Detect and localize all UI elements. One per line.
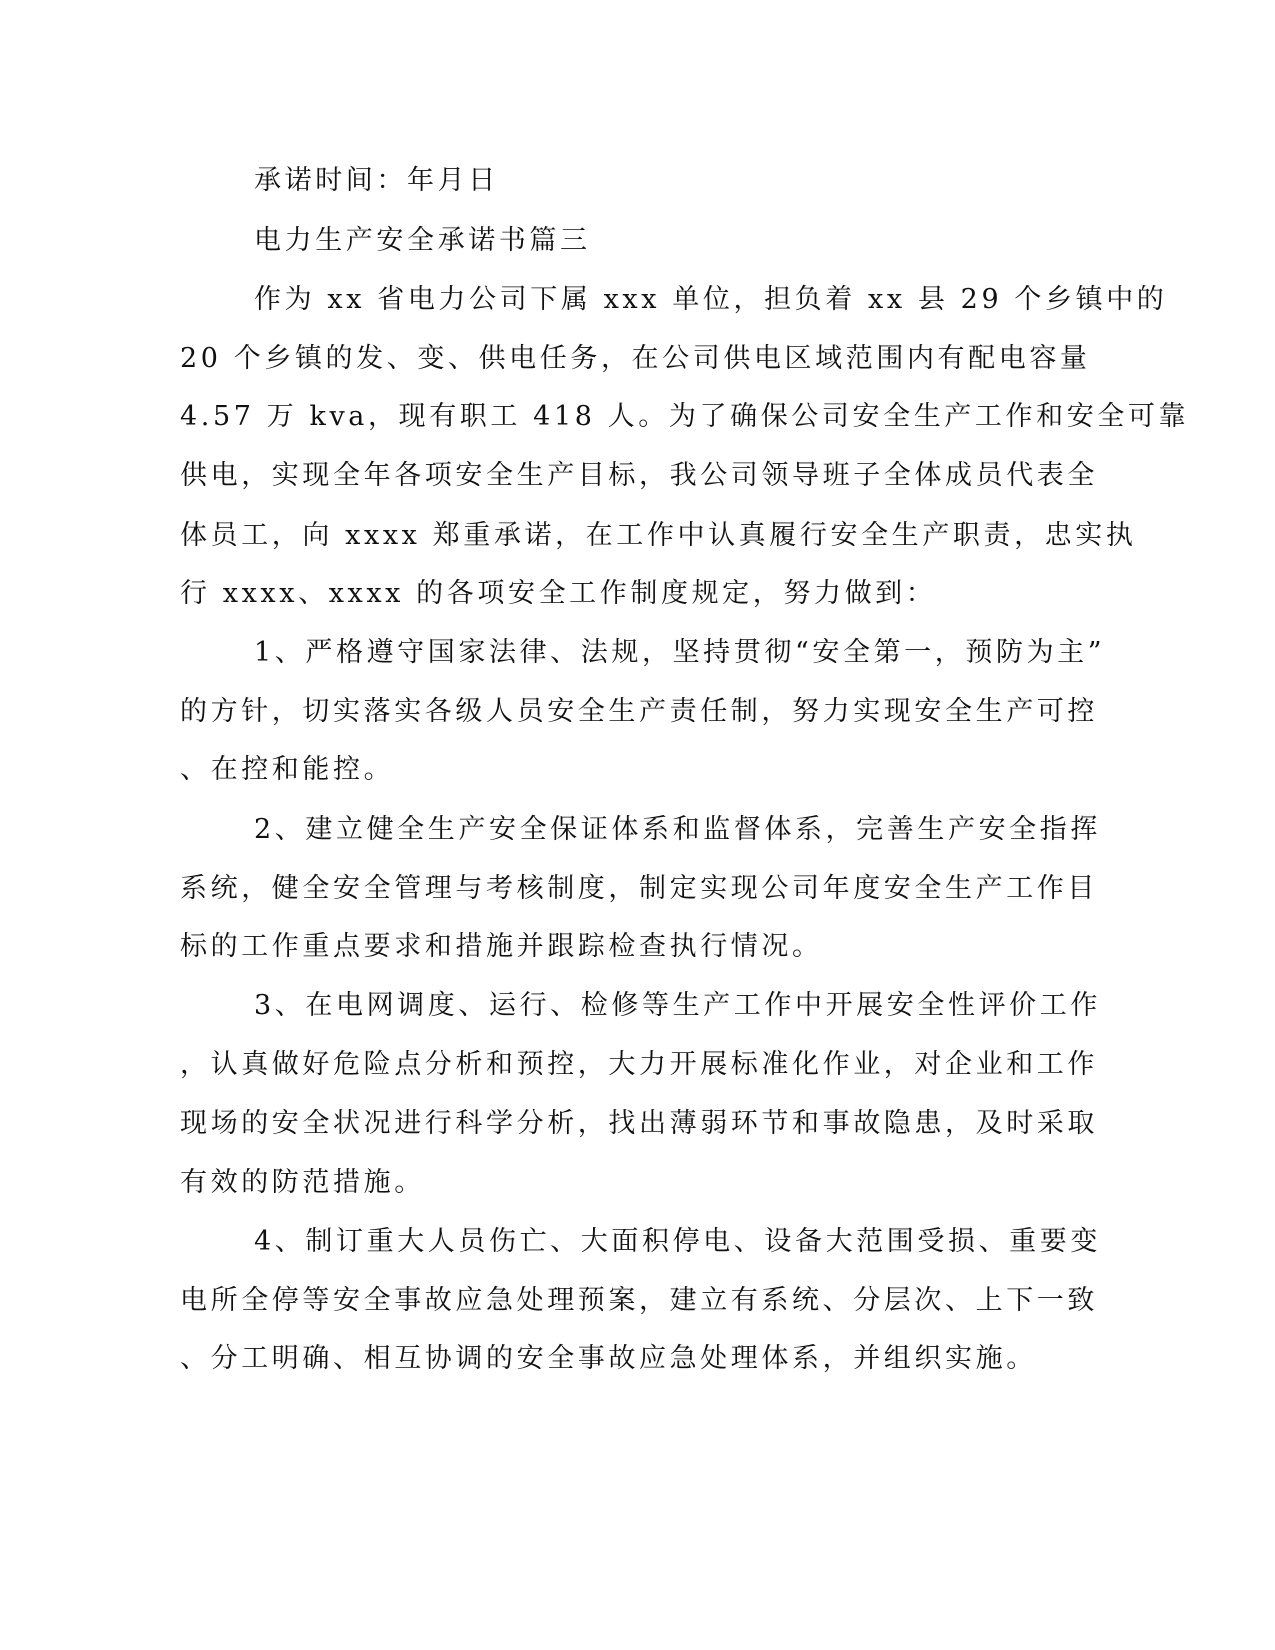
paragraph-line: 4.57 万 kva，现有职工 418 人。为了确保公司安全生产工作和安全可靠 bbox=[180, 401, 1190, 432]
list-item-line: 、分工明确、相互协调的安全事故应急处理体系，并组织实施。 bbox=[180, 1343, 1037, 1374]
paragraph-line: 供电，实现全年各项安全生产目标，我公司领导班子全体成员代表全 bbox=[180, 460, 1098, 491]
list-item-line: 2、建立健全生产安全保证体系和监督体系，完善生产安全指挥 bbox=[254, 814, 1101, 845]
list-item-line: 标的工作重点要求和措施并跟踪检查执行情况。 bbox=[180, 931, 823, 962]
list-item-line: 电所全停等安全事故应急处理预案，建立有系统、分层次、上下一致 bbox=[180, 1285, 1098, 1316]
list-item-line: 1、严格遵守国家法律、法规，坚持贯彻“安全第一，预防为主” bbox=[254, 637, 1106, 668]
paragraph-line: 行 xxxx、xxxx 的各项安全工作制度规定，努力做到： bbox=[180, 578, 937, 609]
list-item-line: 3、在电网调度、运行、检修等生产工作中开展安全性评价工作 bbox=[254, 990, 1101, 1021]
section-title: 电力生产安全承诺书篇三 bbox=[254, 225, 591, 256]
list-item-line: ，认真做好危险点分析和预控，大力开展标准化作业，对企业和工作 bbox=[180, 1049, 1098, 1080]
list-item-line: 、在控和能控。 bbox=[180, 754, 395, 785]
paragraph-line: 作为 xx 省电力公司下属 xxx 单位，担负着 xx 县 29 个乡镇中的 bbox=[254, 284, 1168, 315]
list-item-line: 现场的安全状况进行科学分析，找出薄弱环节和事故隐患，及时采取 bbox=[180, 1108, 1098, 1139]
list-item-line: 有效的防范措施。 bbox=[180, 1167, 425, 1198]
commitment-date-line: 承诺时间：年月日 bbox=[254, 165, 499, 196]
list-item-line: 4、制订重大人员伤亡、大面积停电、设备大范围受损、重要变 bbox=[254, 1226, 1101, 1257]
list-item-line: 的方针，切实落实各级人员安全生产责任制，努力实现安全生产可控 bbox=[180, 696, 1098, 727]
paragraph-line: 20 个乡镇的发、变、供电任务，在公司供电区域范围内有配电容量 bbox=[180, 343, 1091, 374]
paragraph-line: 体员工，向 xxxx 郑重承诺，在工作中认真履行安全生产职责，忠实执 bbox=[180, 520, 1137, 551]
list-item-line: 系统，健全安全管理与考核制度，制定实现公司年度安全生产工作目 bbox=[180, 873, 1098, 904]
